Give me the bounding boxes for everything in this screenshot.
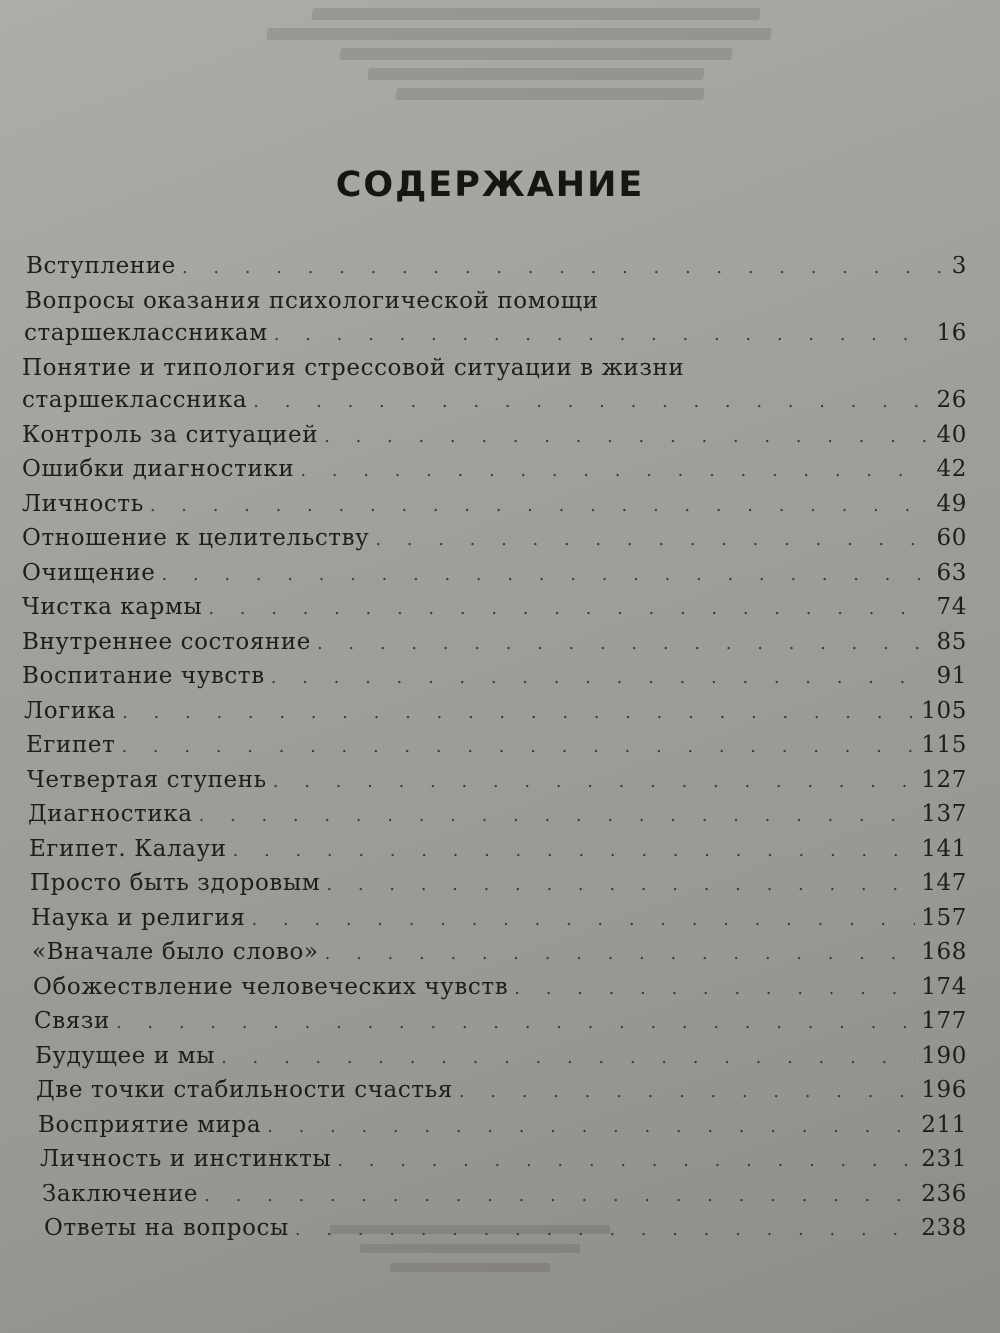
toc-entry (36, 1074, 967, 1109)
table-of-contents (22, 250, 967, 1247)
toc-entry-title: Ошибки диагностики (22, 456, 295, 482)
toc-entry (24, 695, 967, 730)
toc-page-number: 42 (936, 456, 967, 482)
toc-page-number: 231 (921, 1146, 967, 1172)
toc-entry-title: Понятие и типология стрессовой ситуации в жизни (22, 354, 685, 381)
toc-leader-dots (324, 421, 930, 454)
toc-leader-dots (116, 1007, 915, 1040)
toc-entry-title: Связи (34, 1008, 110, 1034)
toc-page-number: 157 (921, 904, 967, 931)
toc-entry (28, 798, 967, 833)
toc-leader-dots (317, 628, 931, 661)
toc-page-number: 137 (921, 801, 967, 827)
toc-leader-dots (208, 593, 930, 626)
toc-entry-title: Просто быть здоровым (30, 870, 321, 896)
toc-entry (22, 419, 967, 454)
toc-leader-dots (325, 938, 916, 971)
toc-entry-title-continued: старшеклассника (22, 387, 248, 413)
toc-page-number: 40 (936, 421, 967, 448)
toc-leader-dots (252, 904, 916, 937)
toc-leader-dots (267, 1111, 915, 1144)
toc-page-number: 177 (921, 1008, 967, 1034)
toc-leader-dots (300, 455, 930, 488)
toc-entry-title: Египет (26, 732, 116, 758)
toc-entry (40, 1143, 967, 1178)
toc-entry (30, 867, 967, 902)
toc-page-number: 3 (951, 253, 967, 279)
toc-page-number: 211 (921, 1111, 967, 1138)
toc-leader-dots (233, 835, 916, 868)
bleed-through-text (200, 0, 760, 120)
toc-entry-title: Диагностика (28, 801, 193, 827)
toc-leader-dots (204, 1180, 915, 1213)
toc-entry (29, 833, 967, 868)
toc-entry-title: Личность (22, 490, 144, 517)
toc-entry (31, 902, 967, 937)
toc-entry (38, 1109, 967, 1144)
toc-page-number: 105 (921, 697, 967, 724)
toc-leader-dots (150, 490, 931, 523)
toc-entry (26, 250, 967, 285)
toc-entry (24, 317, 967, 352)
toc-page-number: 85 (936, 628, 967, 655)
toc-leader-dots (121, 731, 915, 764)
toc-page-number: 190 (921, 1042, 967, 1069)
toc-entry (35, 1040, 967, 1075)
page-title: СОДЕРЖАНИЕ (335, 165, 645, 205)
toc-entry-title: Восприятие мира (38, 1111, 262, 1138)
toc-entry (22, 384, 967, 419)
toc-entry (27, 764, 967, 799)
toc-entry-title: Вступление (26, 253, 176, 279)
toc-leader-dots (274, 319, 931, 352)
toc-entry (22, 557, 967, 592)
toc-leader-dots (253, 386, 930, 419)
toc-page-number: 238 (921, 1215, 967, 1241)
toc-entry-title: Заключение (42, 1180, 199, 1207)
toc-entry-title-continued: старшеклассникам (24, 320, 268, 346)
toc-page-number: 60 (936, 525, 967, 551)
toc-entry-title: Две точки стабильности счастья (36, 1077, 453, 1103)
toc-entry (42, 1178, 967, 1213)
colophon-bleed-through (270, 1215, 670, 1282)
toc-leader-dots (337, 1145, 915, 1178)
toc-entry (34, 1005, 967, 1040)
toc-entry-title: Будущее и мы (35, 1042, 216, 1069)
toc-leader-dots (199, 800, 916, 833)
toc-entry-title: Внутреннее состояние (22, 628, 311, 655)
toc-leader-dots (375, 524, 930, 557)
toc-entry (22, 660, 967, 695)
toc-entry (22, 591, 967, 626)
toc-page-number: 174 (921, 973, 967, 1000)
toc-entry-line-1 (25, 285, 967, 318)
toc-entry-title: Воспитание чувств (22, 663, 265, 689)
toc-leader-dots (271, 662, 931, 695)
toc-entry-title: «Вначале было слово» (32, 939, 319, 965)
toc-page-number: 141 (921, 835, 967, 862)
toc-entry (22, 488, 967, 523)
toc-entry-title: Египет. Калауи (29, 835, 227, 862)
toc-entry-title: Логика (24, 697, 117, 724)
toc-page-number: 196 (921, 1077, 967, 1103)
toc-entry (22, 522, 967, 557)
toc-entry (26, 729, 967, 764)
toc-page-number: 74 (936, 594, 967, 620)
toc-entry-title: Ответы на вопросы (44, 1215, 289, 1241)
toc-leader-dots (161, 559, 930, 592)
toc-page-number: 16 (936, 320, 967, 346)
toc-page-number: 91 (936, 663, 967, 689)
toc-entry (22, 453, 967, 488)
toc-entry (33, 971, 967, 1006)
toc-entry-line-1 (22, 352, 967, 385)
toc-page-number: 147 (921, 870, 967, 896)
toc-leader-dots (273, 766, 916, 799)
toc-leader-dots (514, 973, 915, 1006)
toc-leader-dots (459, 1076, 915, 1109)
toc-page-number: 63 (936, 559, 967, 586)
toc-page-number: 127 (921, 766, 967, 793)
toc-entry-title: Личность и инстинкты (40, 1146, 332, 1172)
toc-entry-title: Отношение к целительству (22, 525, 370, 551)
toc-entry-title: Вопросы оказания психологической помощи (25, 287, 599, 314)
toc-entry-title: Обожествление человеческих чувств (33, 973, 509, 1000)
toc-entry-title: Очищение (22, 559, 156, 586)
toc-leader-dots (182, 252, 941, 285)
toc-leader-dots (326, 869, 915, 902)
toc-page-number: 236 (921, 1180, 967, 1207)
toc-leader-dots (221, 1042, 915, 1075)
toc-entry (32, 936, 967, 971)
toc-entry-title: Контроль за ситуацией (22, 421, 319, 448)
toc-page-number: 168 (921, 939, 967, 965)
toc-page-number: 115 (921, 732, 967, 758)
toc-entry-title: Чистка кармы (22, 594, 203, 620)
toc-entry (22, 626, 967, 661)
toc-page-number: 26 (936, 387, 967, 413)
toc-page-number: 49 (936, 490, 967, 517)
toc-entry-title: Четвертая ступень (27, 766, 267, 793)
toc-leader-dots (122, 697, 915, 730)
toc-entry-title: Наука и религия (31, 904, 246, 931)
